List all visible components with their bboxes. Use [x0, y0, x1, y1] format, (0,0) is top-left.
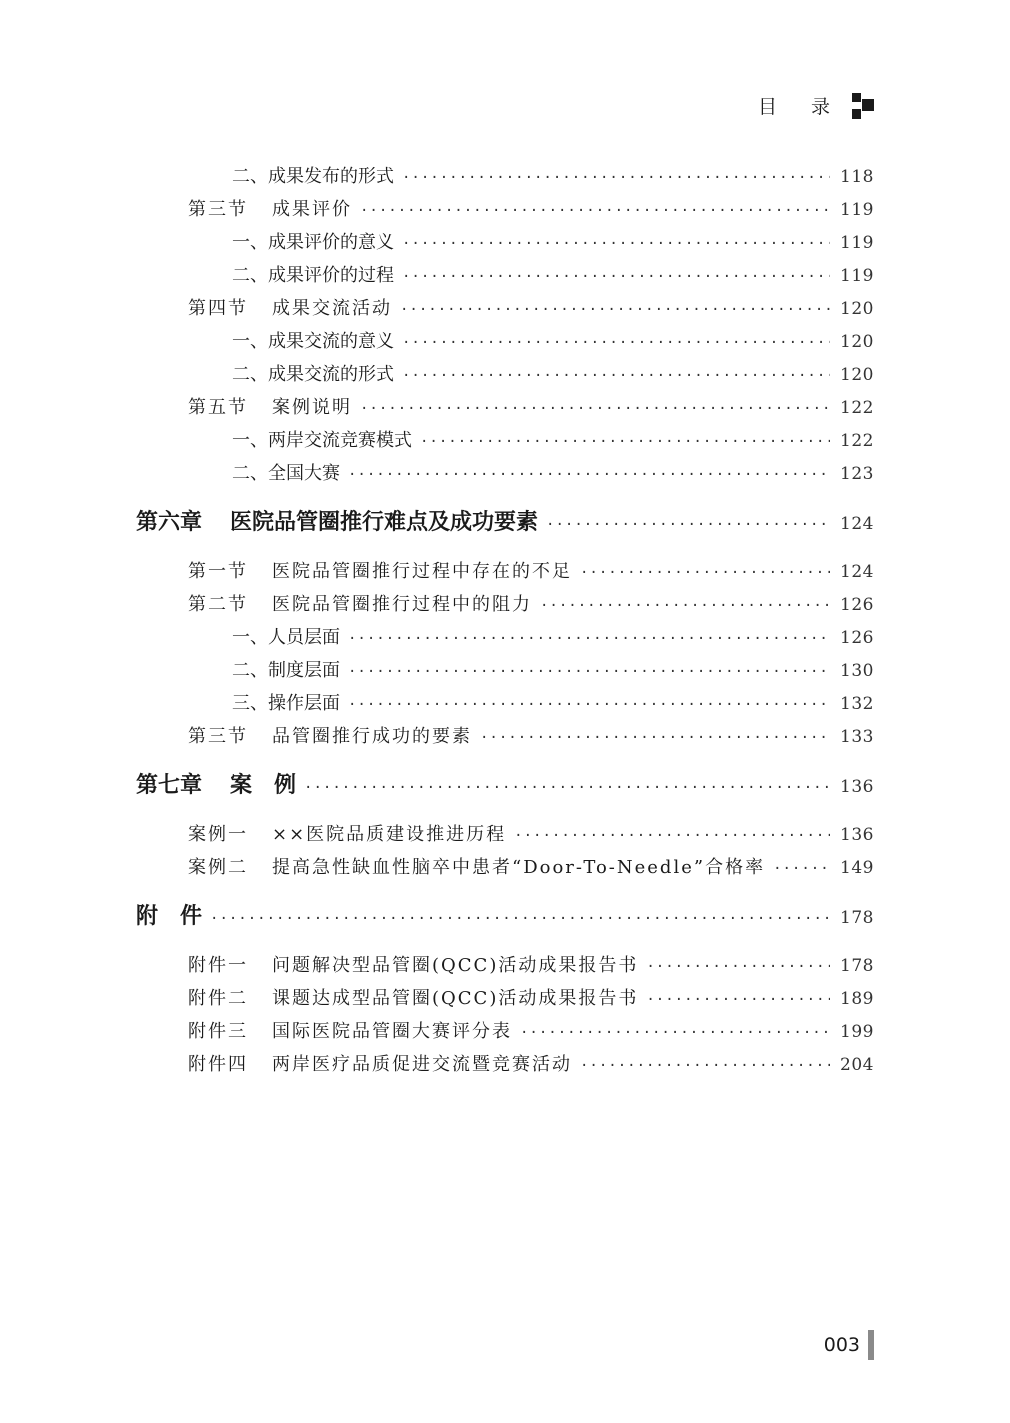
- toc-entry-page: 123: [840, 464, 874, 484]
- toc-entry-page: 122: [840, 398, 874, 418]
- toc-entry-label: 第五节: [188, 397, 248, 418]
- dot-leader: [402, 228, 830, 261]
- toc-entry-page: 189: [840, 989, 874, 1009]
- dot-leader: [773, 853, 830, 886]
- toc-entry-page: 130: [840, 661, 874, 681]
- dot-leader: [304, 764, 830, 813]
- toc-entry[interactable]: [136, 325, 874, 358]
- toc-entry-label: 附件一: [188, 955, 248, 976]
- toc-entry[interactable]: [136, 892, 874, 941]
- toc-entry[interactable]: [136, 193, 874, 226]
- toc-entry[interactable]: [136, 424, 874, 457]
- corner-block-icon: [852, 93, 874, 119]
- toc-entry-label: 二、成果评价的过程: [232, 265, 394, 286]
- toc-entry[interactable]: [136, 1015, 874, 1048]
- dot-leader: [402, 162, 830, 195]
- toc-entry[interactable]: [136, 358, 874, 391]
- toc-entry-title: 医院品管圈推行过程中存在的不足: [272, 561, 572, 582]
- dot-leader: [400, 294, 830, 327]
- toc-entry-page: 119: [840, 233, 874, 253]
- toc-entry-title: 案例说明: [272, 397, 352, 418]
- toc-entry[interactable]: [136, 949, 874, 982]
- toc-entry[interactable]: [136, 555, 874, 588]
- toc-entry[interactable]: [136, 391, 874, 424]
- table-of-contents: [136, 160, 874, 1081]
- running-header: [758, 92, 874, 119]
- dot-leader: [520, 1017, 830, 1050]
- toc-entry-title: 成果评价: [272, 199, 352, 220]
- toc-entry-label: 第一节: [188, 561, 248, 582]
- header-title: 目 录: [757, 96, 844, 118]
- toc-entry-label: 第六章: [136, 509, 203, 535]
- toc-entry[interactable]: [136, 761, 874, 810]
- toc-entry-label: 第三节: [188, 726, 248, 747]
- toc-entry-label: 一、两岸交流竞赛模式: [232, 430, 412, 451]
- dot-leader: [360, 195, 830, 228]
- dot-leader: [348, 689, 830, 722]
- toc-entry-page: 149: [840, 858, 874, 878]
- dot-leader: [546, 501, 830, 550]
- toc-entry-label: 一、成果评价的意义: [232, 232, 394, 253]
- toc-entry-page: 120: [840, 299, 874, 319]
- toc-entry-title: 品管圈推行成功的要素: [272, 726, 472, 747]
- toc-entry-page: 124: [840, 514, 874, 534]
- toc-entry-title: 医院品管圈推行难点及成功要素: [230, 509, 539, 535]
- toc-entry-page: 124: [840, 562, 874, 582]
- dot-leader: [514, 820, 830, 853]
- toc-entry-title: 医院品管圈推行过程中的阻力: [272, 594, 532, 615]
- toc-entry[interactable]: [136, 654, 874, 687]
- toc-entry-label: 二、成果交流的形式: [232, 364, 394, 385]
- dot-leader: [348, 623, 830, 656]
- toc-entry-page: 119: [840, 200, 874, 220]
- toc-entry-title: 两岸医疗品质促进交流暨竞赛活动: [272, 1054, 572, 1075]
- toc-entry-page: 133: [840, 727, 874, 747]
- dot-leader: [348, 459, 830, 492]
- toc-entry-label: 第三节: [188, 199, 248, 220]
- toc-entry[interactable]: [136, 292, 874, 325]
- toc-entry-page: 136: [840, 825, 874, 845]
- toc-entry[interactable]: [136, 851, 874, 884]
- toc-entry-page: 204: [840, 1055, 874, 1075]
- toc-entry-label: 案例一: [188, 824, 248, 845]
- dot-leader: [348, 656, 830, 689]
- toc-entry[interactable]: [136, 160, 874, 193]
- dot-leader: [480, 722, 830, 755]
- toc-entry-label: 三、操作层面: [232, 693, 340, 714]
- dot-leader: [402, 261, 830, 294]
- toc-entry[interactable]: [136, 1048, 874, 1081]
- dot-leader: [420, 426, 830, 459]
- toc-entry-label: 附件二: [188, 988, 248, 1009]
- dot-leader: [540, 590, 830, 623]
- toc-entry-label: 二、制度层面: [232, 660, 340, 681]
- toc-entry-page: 132: [840, 694, 874, 714]
- toc-entry-page: 119: [840, 266, 874, 286]
- toc-entry[interactable]: [136, 687, 874, 720]
- dot-leader: [360, 393, 830, 426]
- toc-entry-page: 118: [840, 167, 874, 187]
- toc-entry-label: 第二节: [188, 594, 248, 615]
- toc-entry[interactable]: [136, 588, 874, 621]
- dot-leader: [210, 895, 830, 944]
- toc-entry[interactable]: [136, 818, 874, 851]
- toc-entry-page: 178: [840, 908, 874, 928]
- toc-entry-page: 122: [840, 431, 874, 451]
- toc-entry-page: 126: [840, 595, 874, 615]
- toc-entry-label: 附件三: [188, 1021, 248, 1042]
- page-number: 003: [823, 1334, 860, 1356]
- toc-entry-title: 国际医院品管圈大赛评分表: [272, 1021, 512, 1042]
- toc-entry-title: 成果交流活动: [272, 298, 392, 319]
- toc-entry-page: 126: [840, 628, 874, 648]
- toc-entry[interactable]: [136, 621, 874, 654]
- toc-entry-title: 问题解决型品管圈(QCC)活动成果报告书: [272, 955, 639, 976]
- toc-entry-label: 一、成果交流的意义: [232, 331, 394, 352]
- toc-entry[interactable]: [136, 259, 874, 292]
- toc-entry-label: 案例二: [188, 857, 248, 878]
- toc-entry[interactable]: [136, 982, 874, 1015]
- dot-leader: [580, 1050, 830, 1083]
- toc-entry-title: ××医院品质建设推进历程: [272, 824, 507, 845]
- page-footer: [824, 1330, 874, 1360]
- toc-entry-label: 附 件: [136, 903, 203, 929]
- dot-leader: [580, 557, 830, 590]
- toc-entry[interactable]: [136, 226, 874, 259]
- toc-entry-page: 178: [840, 956, 874, 976]
- toc-entry-title: 课题达成型品管圈(QCC)活动成果报告书: [272, 988, 639, 1009]
- toc-entry-label: 附件四: [188, 1054, 248, 1075]
- toc-entry-page: 136: [840, 777, 874, 797]
- toc-entry[interactable]: [136, 720, 874, 753]
- toc-entry-label: 二、全国大赛: [232, 463, 340, 484]
- toc-entry[interactable]: [136, 457, 874, 490]
- toc-entry-label: 二、成果发布的形式: [232, 166, 394, 187]
- toc-entry-label: 第七章: [136, 772, 203, 798]
- toc-entry-label: 一、人员层面: [232, 627, 340, 648]
- toc-entry-label: 第四节: [188, 298, 248, 319]
- dot-leader: [402, 360, 830, 393]
- dot-leader: [402, 327, 830, 360]
- toc-entry[interactable]: [136, 498, 874, 547]
- toc-entry-title: 案 例: [230, 772, 297, 798]
- toc-entry-page: 120: [840, 365, 874, 385]
- toc-entry-page: 120: [840, 332, 874, 352]
- toc-entry-page: 199: [840, 1022, 874, 1042]
- footer-bar: [868, 1330, 874, 1360]
- dot-leader: [646, 984, 830, 1017]
- toc-entry-title: 提高急性缺血性脑卒中患者“Door-To-Needle”合格率: [272, 857, 766, 878]
- dot-leader: [646, 951, 830, 984]
